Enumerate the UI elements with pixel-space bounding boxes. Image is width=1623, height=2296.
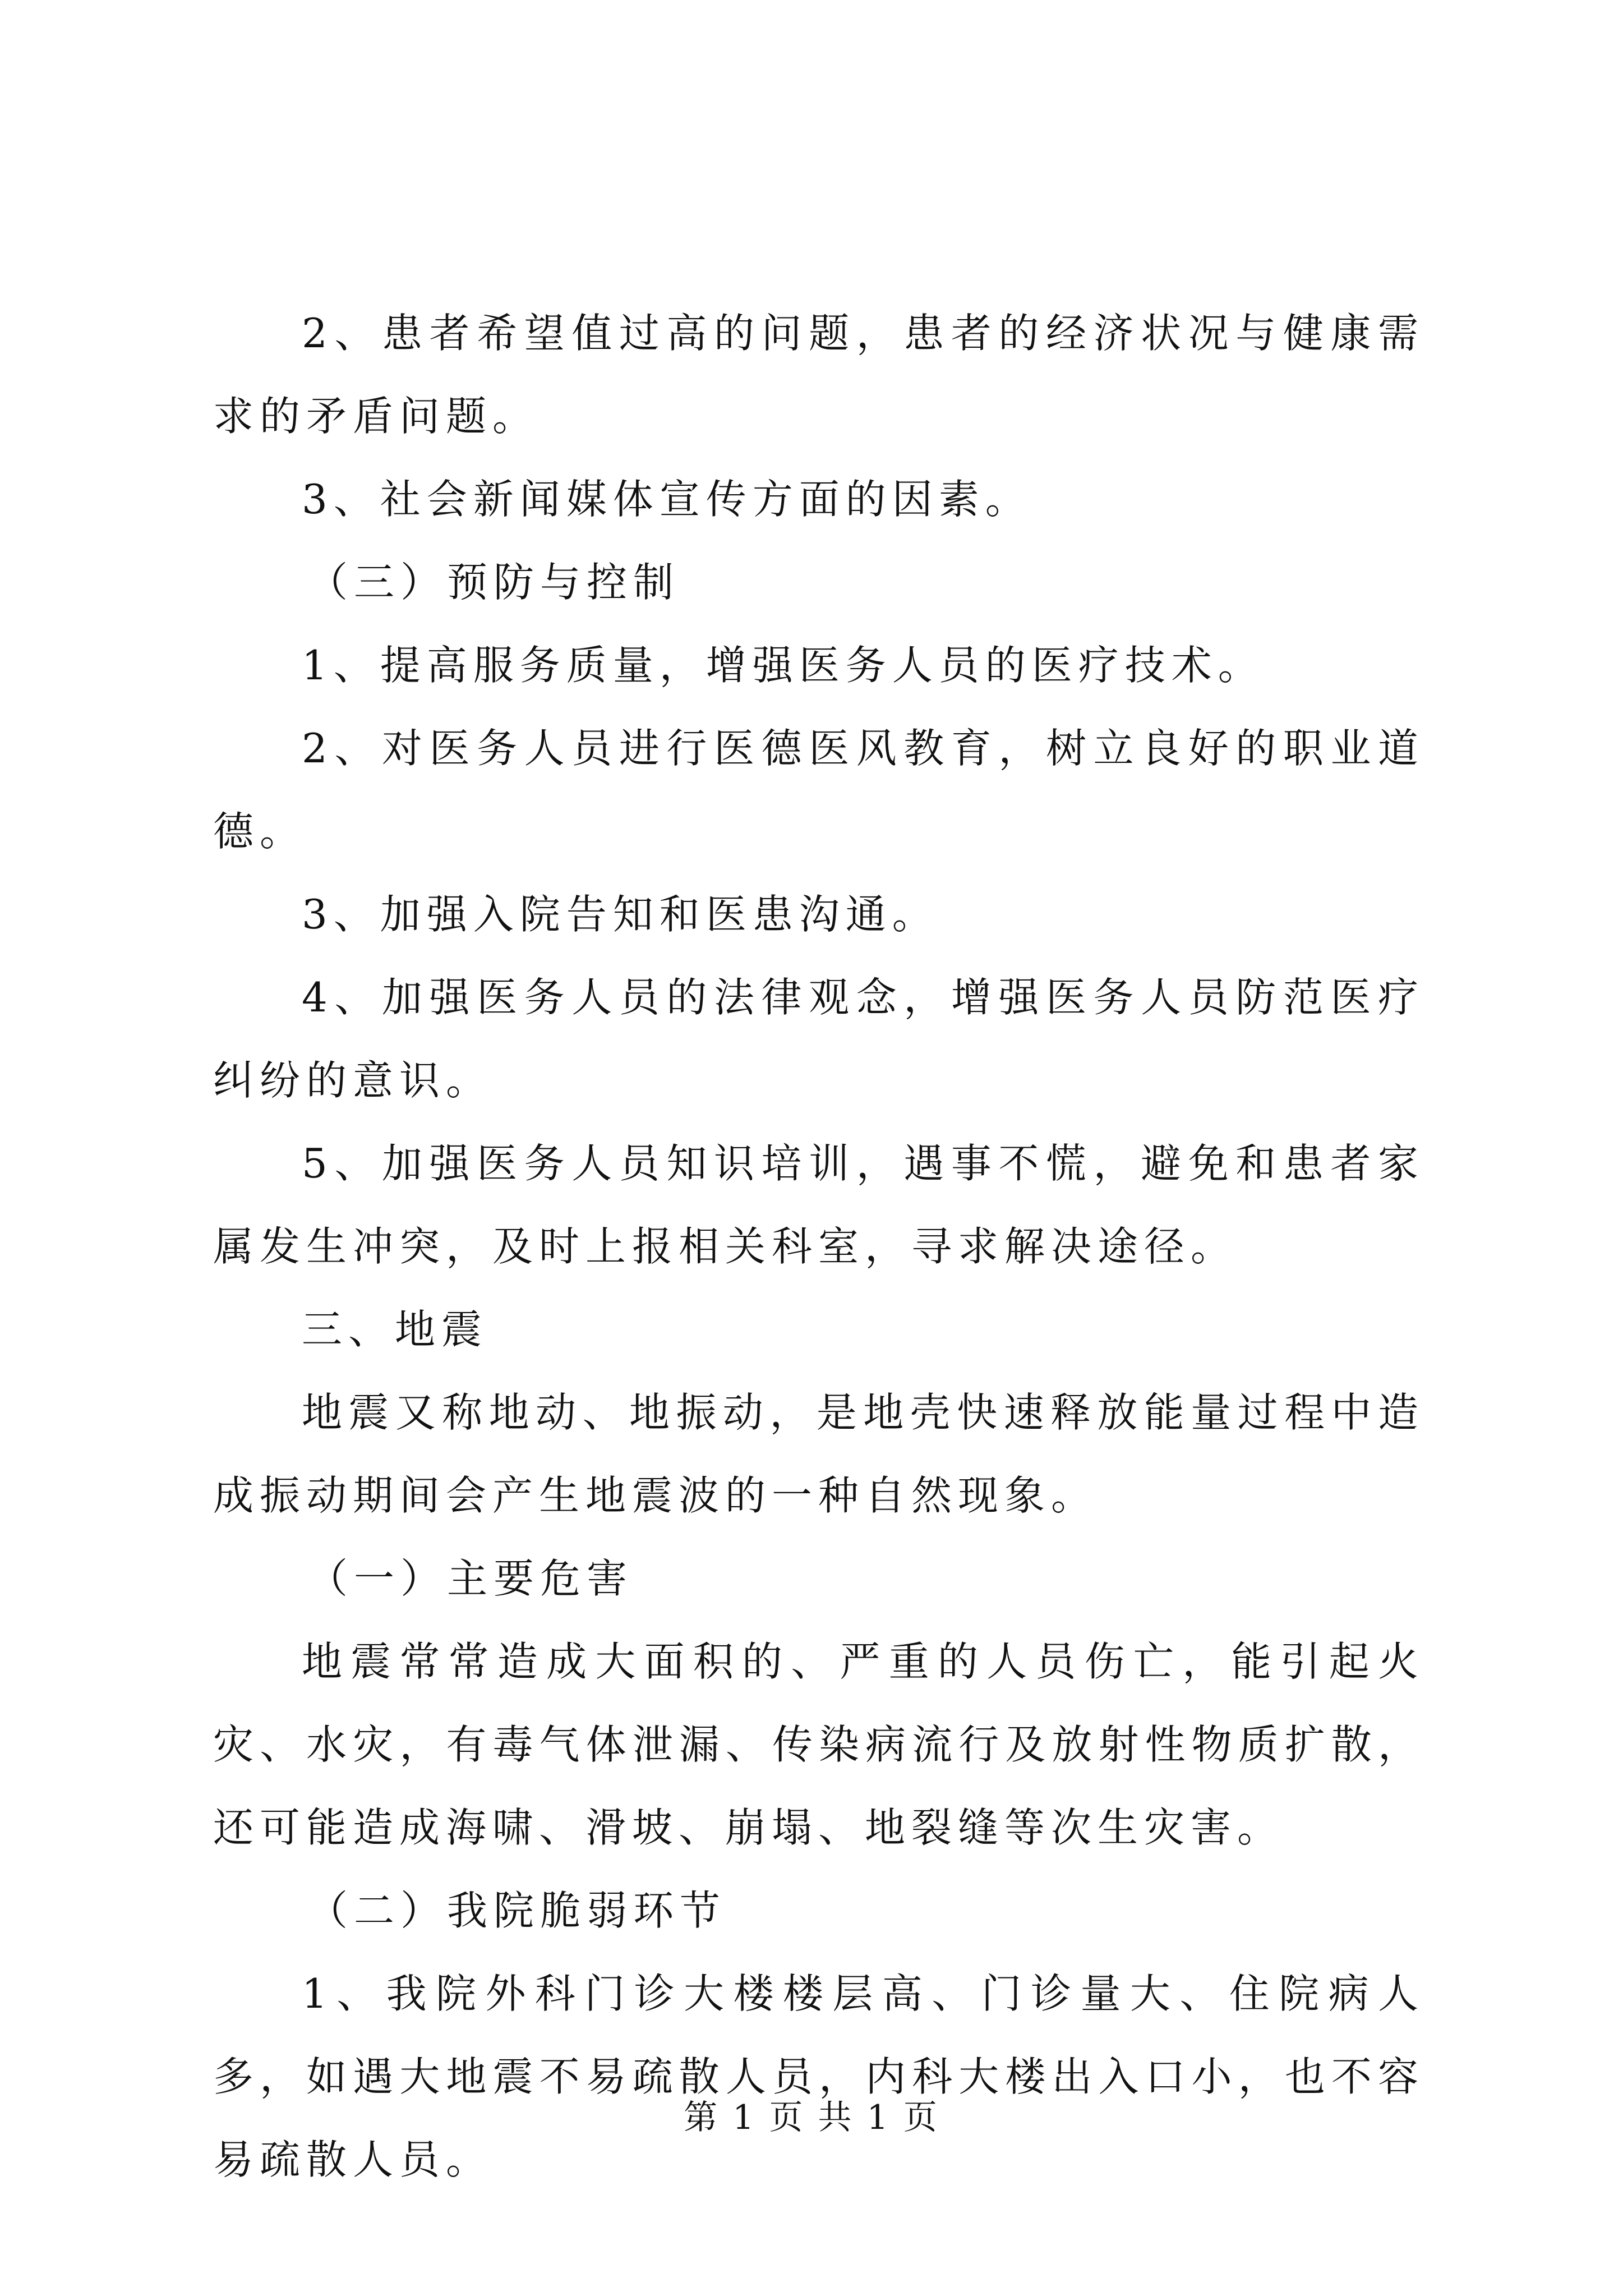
paragraph: 1、我院外科门诊大楼楼层高、门诊量大、住院病人多，如遇大地震不易疏散人员，内科大楼出入口小，也不容易疏散人员。 [213, 1970, 1424, 2183]
section-heading: 三、地震 [302, 1306, 488, 1353]
paragraph: 1、提高服务质量，增强医务人员的医疗技术。 [302, 642, 1265, 689]
paragraph: 地震常常造成大面积的、严重的人员伤亡，能引起火灾、水灾，有毒气体泄漏、传染病流行及放射性物质扩散，还可能造成海啸、滑坡、崩塌、地裂缝等次生灾害。 [213, 1638, 1424, 1851]
paragraph: 2、对医务人员进行医德医风教育，树立良好的职业道德。 [213, 725, 1424, 855]
paragraph: 3、加强入院告知和医患沟通。 [302, 891, 939, 938]
page-footer: 第 1 页 共 1 页 [684, 2098, 939, 2137]
paragraph: 2、患者希望值过高的问题，患者的经济状况与健康需求的矛盾问题。 [213, 310, 1424, 440]
paragraph: 地震又称地动、地振动，是地壳快速释放能量过程中造成振动期间会产生地震波的一种自然现象。 [213, 1389, 1424, 1519]
document-body [213, 292, 1424, 2201]
paragraph: 3、社会新闻媒体宣传方面的因素。 [302, 476, 1032, 523]
section-heading: （二）我院脆弱环节 [307, 1887, 727, 1934]
section-heading: （三）预防与控制 [307, 559, 680, 606]
paragraph: 4、加强医务人员的法律观念，增强医务人员防范医疗纠纷的意识。 [213, 974, 1424, 1104]
section-heading: （一）主要危害 [307, 1555, 634, 1602]
paragraph: 5、加强医务人员知识培训，遇事不慌，避免和患者家属发生冲突，及时上报相关科室，寻求解决途径。 [213, 1140, 1424, 1270]
